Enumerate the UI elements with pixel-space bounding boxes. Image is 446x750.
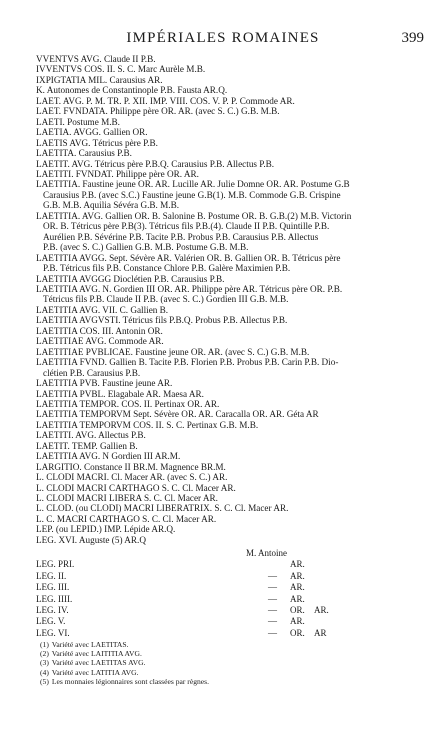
entry-line: Tétricus fils P.B. Claude II P.B. (avec S. C.) Gordien III G.B. M.B. (43, 294, 289, 305)
footnote-number: (4) (40, 667, 49, 677)
legion-row (36, 605, 396, 616)
entry-line: LAETITIA AVG. VII. C. Gallien B. (36, 304, 169, 315)
legion-label: LEG. VI. (36, 627, 70, 638)
legion-dash: — (268, 593, 277, 604)
entry-line: LAETI. Postume M.B. (36, 116, 120, 127)
entry-line: LAETITIA AVGVSTI. Tétricus fils P.B.Q. Probus P.B. Allectus P.B. (36, 315, 288, 326)
legion-label: LEG. PRI. (36, 559, 75, 570)
entry-line: LAETIS AVG. Tétricus père P.B. (36, 137, 158, 148)
entry-line: LAETIT. TEMP. Gallien B. (36, 440, 138, 451)
entry-line: IXPIGTATIA MIL. Carausius AR. (36, 74, 163, 85)
entry-line: LAETITIA AVG. N. Gordien III OR. AR. Philippe père AR. Tétricus père OR. P.B. (36, 283, 343, 294)
footnote (40, 677, 209, 686)
legion-row (36, 582, 396, 593)
legion-label: LEG. IIII. (36, 593, 73, 604)
entry-line: LAETITIA PVB. Faustine jeune AR. (36, 378, 173, 389)
entry-line: LAETITIA TEMPORVM COS. II. S. C. Pertinax G.B. M.B. (36, 419, 259, 430)
legion-label: LEG. III. (36, 582, 70, 593)
entry-line: L. C. MACRI CARTHAGO S. C. Cl. Macer AR. (36, 513, 217, 524)
entry-line: LAETITIA FVND. Gallien B. Tacite P.B. Florien P.B. Probus P.B. Carin P.B. Dio- (36, 357, 339, 368)
entry-line: P.B. Tétricus fils P.B. Constance Chlore P.B. Galère Maximien P.B. (43, 263, 291, 274)
footnote-number: (2) (40, 649, 49, 659)
entry-line: LAETITI. FVNDAT. Philippe père OR. AR. (36, 168, 199, 179)
footnote (40, 640, 209, 649)
entry-line: Carausius P.B. (avec S.C.) Faustine jeune G.B(1). M.B. Commode G.B. Crispine (43, 189, 341, 200)
legion-table (36, 548, 396, 639)
legion-dash: — (268, 627, 277, 638)
entry-line: LAETITI. AVG. Allectus P.B. (36, 430, 146, 441)
footnote (40, 658, 209, 667)
entry-line: LAETITIA AVG. N Gordien III AR.M. (36, 451, 181, 462)
entry-line: LAETIA. AVGG. Gallien OR. (36, 127, 148, 138)
footnote (40, 649, 209, 658)
legion-row (36, 628, 396, 639)
footnote-number: (3) (40, 658, 49, 668)
footnote-text: Les monnaies légionnaires sont classées par règnes. (51, 676, 210, 686)
legion-metal: AR. (290, 559, 305, 570)
entry-line: OR. B. Tétricus père P.B(3). Tétricus fils P.B.(4). Claude II P.B. Quintille P.B. (43, 221, 330, 232)
running-title: IMPÉRIALES ROMAINES (126, 30, 320, 46)
legion-label: LEG. V. (36, 616, 66, 627)
legion-row (36, 571, 396, 582)
entry-line: LAETITIAE AVG. Commode AR. (36, 336, 164, 347)
legion-extra: AR (314, 627, 327, 638)
legion-extra: AR. (314, 604, 329, 615)
entry-line: P.B. (avec S. C.) Gallien G.B. M.B. Postume G.B. M.B. (43, 242, 249, 253)
footnote-text: Variété avec LATITIA AVG. (51, 667, 139, 677)
legion-header-row (36, 548, 396, 559)
entry-line: LARGITIO. Constance II BR.M. Magnence BR.M. (36, 461, 226, 472)
legion-metal: OR. (290, 604, 305, 615)
legion-dash: — (268, 604, 277, 615)
entry-line: LAETITIA AVGGG Dioclétien P.B. Carausius P.B. (36, 273, 225, 284)
entry-line: LAETITIAE PVBLICAE. Faustine jeune OR. AR. (avec S. C.) G.B. M.B. (36, 346, 310, 357)
entry-line: L. CLODI MACRI LIBERA S. C. Cl. Macer AR. (36, 493, 218, 504)
entry-line: IVVENTVS COS. II. S. C. Marc Aurèle M.B. (36, 64, 206, 75)
footnote-text: Variété avec LAETITAS. (51, 640, 129, 649)
footnotes (40, 640, 209, 686)
footnote-number: (1) (40, 640, 49, 649)
legion-label: LEG. IV. (36, 604, 69, 615)
entry-line: L. CLODI MACRI. Cl. Macer AR. (avec S. C.) AR. (36, 472, 228, 483)
entry-line: LAET. AVG. P. M. TR. P. XII. IMP. VIII. COS. V. P. P. Commode AR. (36, 95, 295, 106)
legion-row (36, 559, 396, 570)
legion-dash: — (268, 582, 277, 593)
page-header (0, 30, 446, 48)
entry-list (36, 54, 428, 545)
entry-line: LEG. XVI. Auguste (5) AR.Q (36, 534, 146, 545)
entry-line: LAETITIA. Faustine jeune OR. AR. Lucille AR. Julie Domne OR. AR. Postume G.B (36, 179, 350, 190)
entry-line: LAET. FVNDATA. Philippe père OR. AR. (avec S. C.) G.B. M.B. (36, 106, 280, 117)
entry-line: LAETITIA AVGG. Sept. Sévère AR. Valérien OR. B. Gallien OR. B. Tétricus père (36, 252, 341, 263)
page-number: 399 (401, 30, 424, 46)
legion-dash: — (268, 570, 277, 581)
entry-line: L. CLODI MACRI CARTHAGO S. C. Cl. Macer AR. (36, 482, 236, 493)
entry-line: LAETITIA. AVG. Gallien OR. B. Salonine B. Postume OR. B. G.B.(2) M.B. Victorin (36, 210, 352, 221)
footnote (40, 668, 209, 677)
entry-line: VVENTVS AVG. Claude II P.B. (36, 54, 156, 64)
entry-line: L. CLOD. (ou CLODI) MACRI LIBERATRIX. S. C. Cl. Macer AR. (36, 503, 289, 514)
legion-metal: AR. (290, 570, 305, 581)
legion-row (36, 616, 396, 627)
footnote-text: Variété avec LAETITAS AVG. (51, 658, 146, 668)
entry-line: LAETITIA TEMPOR. COS. II. Pertinax OR. AR. (36, 398, 220, 409)
entry-line: LAETITIA PVBL. Elagabale AR. Maesa AR. (36, 388, 204, 399)
entry-line: clétien P.B. Carausius P.B. (43, 367, 141, 378)
legion-row (36, 594, 396, 605)
entry-line: LAETITIA COS. III. Antonin OR. (36, 325, 163, 336)
legion-dash: — (268, 616, 277, 627)
legion-metal: OR. (290, 627, 305, 638)
entry-line: LAETITA. Carausius P.B. (36, 148, 132, 159)
entry-line: Aurélien P.B. Sévérine P.B. Tacite P.B. Probus P.B. Carausius P.B. Allectus (43, 231, 319, 242)
entry-line: K. Autonomes de Constantinople P.B. Fausta AR.Q. (36, 85, 228, 96)
legion-metal: AR. (290, 616, 305, 627)
legion-metal: AR. (290, 593, 305, 604)
legion-header: M. Antoine (246, 548, 288, 558)
entry-line: LAETIT. AVG. Tétricus père P.B.Q. Carausius P.B. Allectus P.B. (36, 158, 275, 169)
legion-metal: AR. (290, 582, 305, 593)
legion-label: LEG. II. (36, 570, 67, 581)
entry-line: LAETITIA TEMPORVM Sept. Sévère OR. AR. Caracalla OR. AR. Géta AR (36, 409, 319, 420)
entry-line: LEP. (ou LEPID.) IMP. Lépide AR.Q. (36, 524, 176, 535)
footnote-number: (5) (40, 676, 49, 686)
footnote-text: Variété avec LAITITIA AVG. (51, 649, 142, 659)
entry-line: G.B. M.B. Aquilia Sévéra G.B. M.B. (43, 200, 180, 211)
